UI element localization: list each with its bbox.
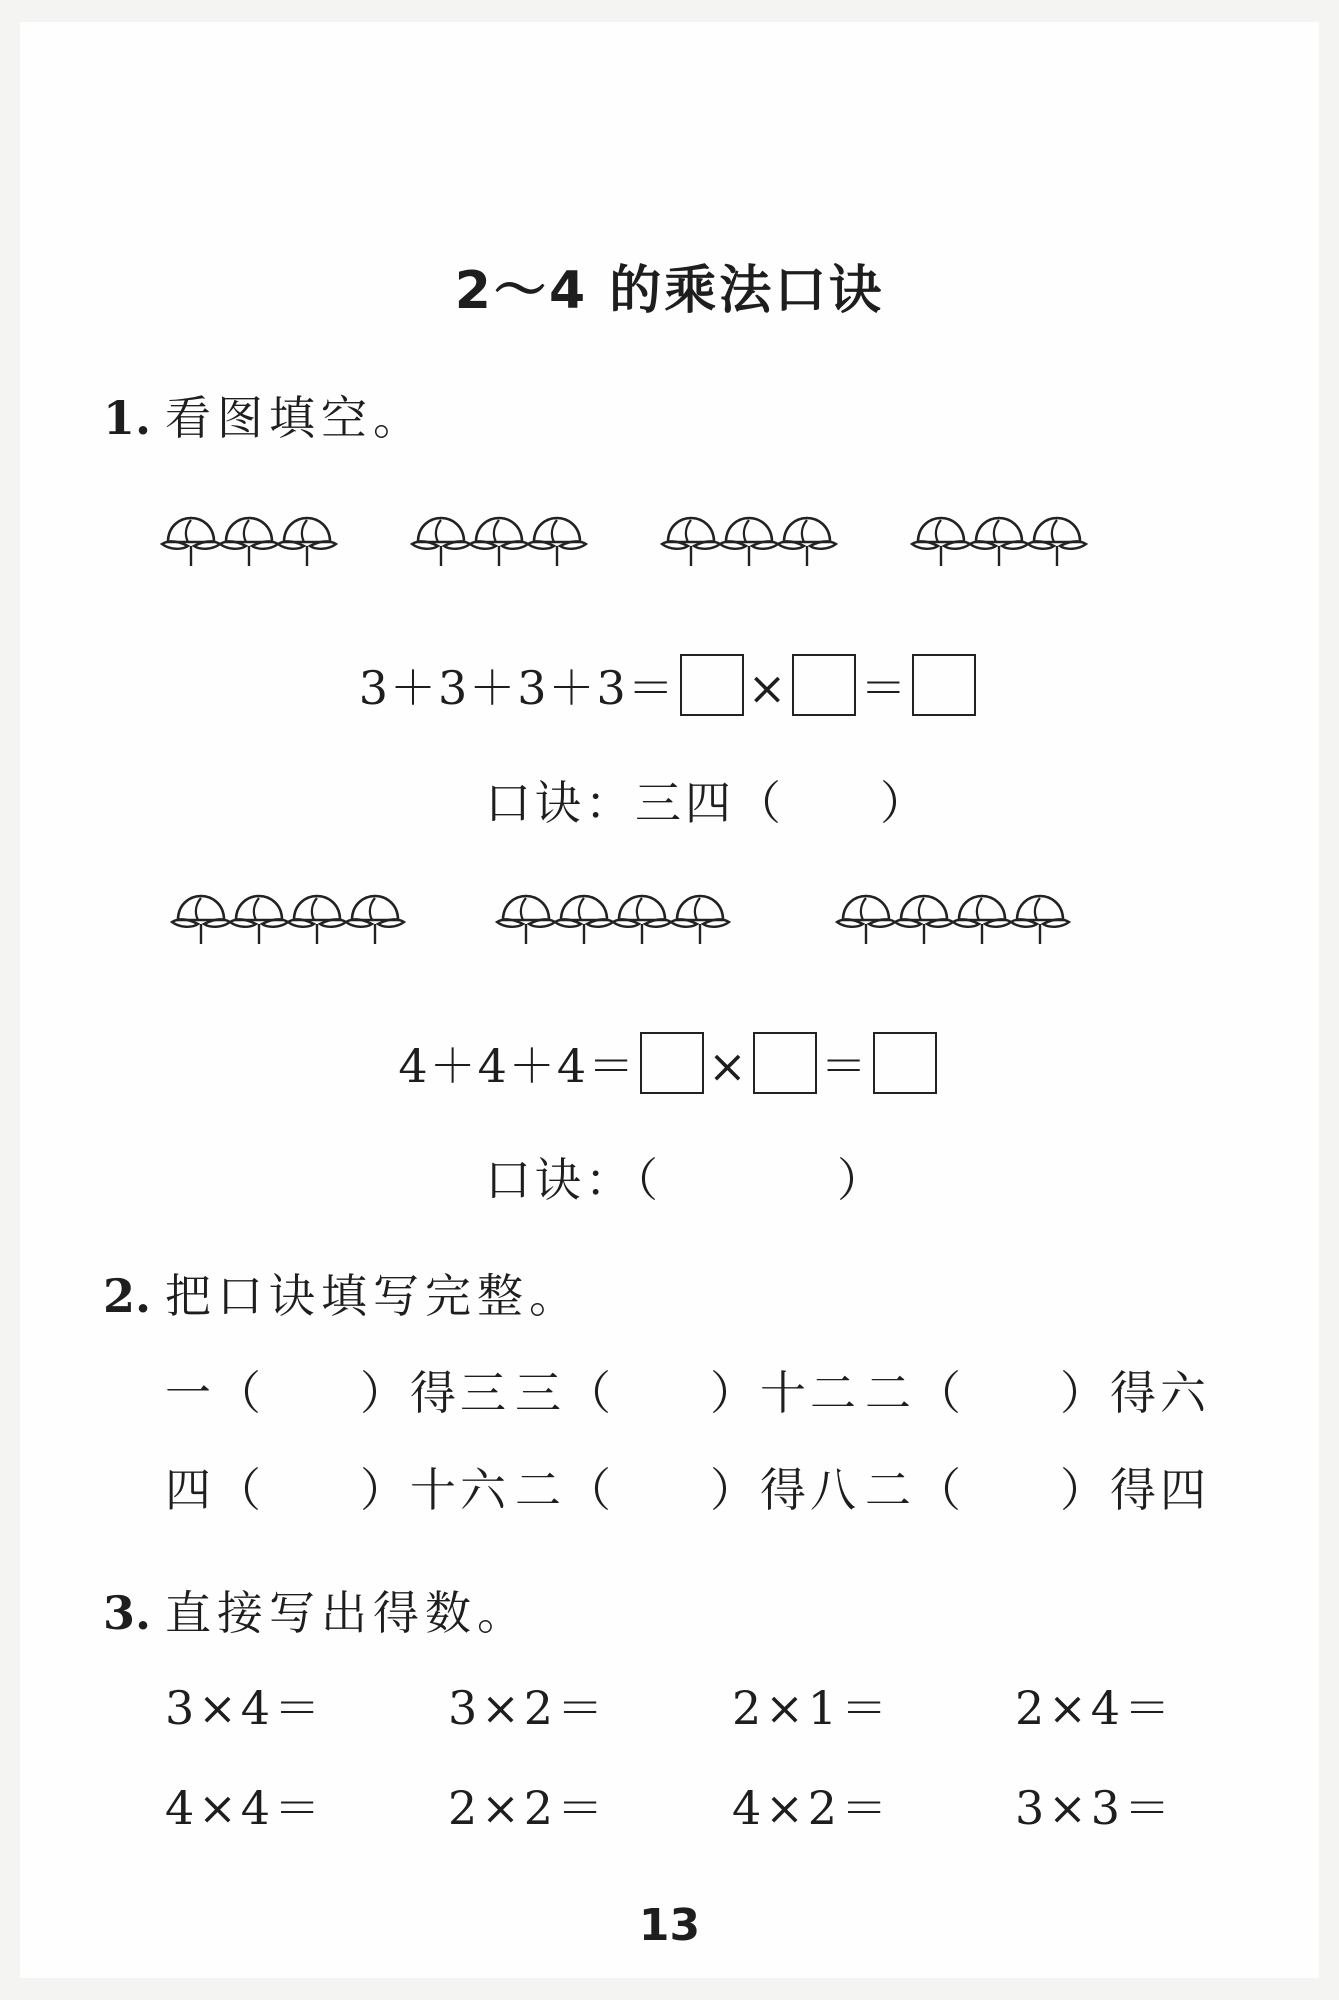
- rhyme-2: [485, 1144, 887, 1210]
- peach-icon: [660, 512, 722, 570]
- rhyme-1-suffix: ）: [880, 776, 930, 830]
- fill-item: 四（ ）十六: [165, 1463, 510, 1517]
- calc-item[interactable]: 3×2＝: [448, 1681, 608, 1735]
- question-3-heading: [103, 1577, 529, 1643]
- calc-item[interactable]: 3×4＝: [165, 1681, 325, 1735]
- peach-icon: [228, 890, 290, 948]
- rhyme-2-prefix: 口诀：（: [485, 1153, 662, 1207]
- peach-icon: [951, 890, 1013, 948]
- answer-box[interactable]: [873, 1032, 937, 1094]
- peach-icon: [776, 512, 838, 570]
- peach-icon: [526, 512, 588, 570]
- equation-2: [20, 1030, 1319, 1096]
- times-sign: ×: [747, 661, 789, 715]
- equals-sign: ＝: [860, 661, 909, 715]
- page-title: 2～4 的乘法口诀: [454, 261, 885, 321]
- calc-item[interactable]: 2×2＝: [448, 1781, 608, 1835]
- equals-sign: ＝: [820, 1039, 869, 1093]
- peach-group: [910, 512, 1084, 570]
- peach-icon: [669, 890, 731, 948]
- calc-item[interactable]: 2×1＝: [732, 1681, 892, 1735]
- peach-group: [835, 890, 1067, 948]
- peach-group: [410, 512, 584, 570]
- equation-1-addends: 3＋3＋3＋3＝: [358, 661, 676, 715]
- rhyme-1: [485, 767, 930, 833]
- peach-icon: [218, 512, 280, 570]
- peach-icon: [344, 890, 406, 948]
- fill-item: 一（ ）得三: [165, 1366, 510, 1420]
- question-3-number: 3.: [103, 1586, 152, 1640]
- peach-icon: [910, 512, 972, 570]
- answer-box[interactable]: [680, 654, 744, 716]
- fill-item: 三（ ）十二: [515, 1366, 860, 1420]
- calc-item[interactable]: 2×4＝: [1015, 1681, 1175, 1735]
- question-2-heading: [103, 1260, 581, 1326]
- peach-icon: [1009, 890, 1071, 948]
- fill-item: 二（ ）得四: [865, 1463, 1210, 1517]
- question-3-text: 直接写出得数。: [165, 1586, 530, 1640]
- peach-icon: [286, 890, 348, 948]
- calc-item[interactable]: 3×3＝: [1015, 1781, 1175, 1835]
- peach-icon: [170, 890, 232, 948]
- peach-icon: [611, 890, 673, 948]
- peach-icon: [160, 512, 222, 570]
- equation-1: [20, 652, 1319, 718]
- question-1-number: 1.: [103, 391, 152, 445]
- peach-icon: [968, 512, 1030, 570]
- calc-item[interactable]: 4×2＝: [732, 1781, 892, 1835]
- answer-box[interactable]: [640, 1032, 704, 1094]
- peach-icon: [893, 890, 955, 948]
- peach-group: [660, 512, 834, 570]
- rhyme-2-suffix: ）: [837, 1153, 887, 1207]
- peach-icon: [1026, 512, 1088, 570]
- calc-item[interactable]: 4×4＝: [165, 1781, 325, 1835]
- question-2-number: 2.: [103, 1269, 152, 1323]
- fill-item: 二（ ）得六: [865, 1366, 1210, 1420]
- question-2-text: 把口诀填写完整。: [165, 1269, 582, 1323]
- question-1-heading: [103, 382, 425, 448]
- peach-icon: [495, 890, 557, 948]
- answer-box[interactable]: [792, 654, 856, 716]
- peach-icon: [410, 512, 472, 570]
- answer-box[interactable]: [753, 1032, 817, 1094]
- worksheet-page: [20, 22, 1319, 1978]
- fill-item: 二（ ）得八: [515, 1463, 860, 1517]
- answer-box[interactable]: [912, 654, 976, 716]
- peach-icon: [276, 512, 338, 570]
- question-1-text: 看图填空。: [165, 391, 426, 445]
- peach-icon: [553, 890, 615, 948]
- peach-icon: [468, 512, 530, 570]
- equation-2-addends: 4＋4＋4＝: [398, 1039, 637, 1093]
- peach-icon: [835, 890, 897, 948]
- rhyme-1-prefix: 口诀：三四（: [485, 776, 785, 830]
- peach-icon: [718, 512, 780, 570]
- page-number: 13: [638, 1900, 701, 1951]
- peach-group: [170, 890, 402, 948]
- peach-group: [160, 512, 334, 570]
- times-sign: ×: [708, 1039, 749, 1093]
- peach-group: [495, 890, 727, 948]
